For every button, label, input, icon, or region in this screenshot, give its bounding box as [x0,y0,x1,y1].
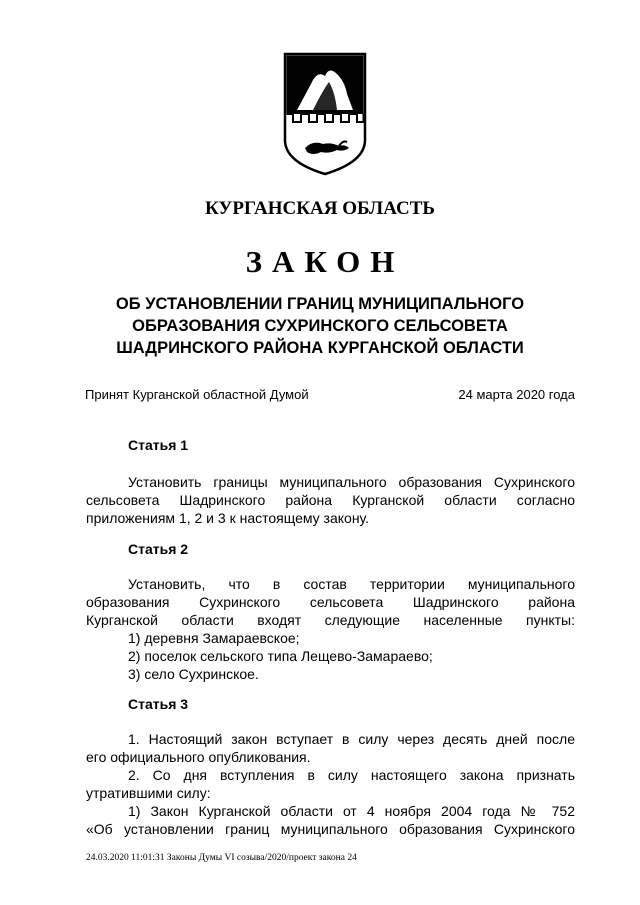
article-text-line: Установить границы муниципального образования Сухринского [128,474,575,490]
list-item: 3) село Сухринское. [128,666,259,682]
article-text-line: 1) Закон Курганской области от 4 ноября 2004 года № 752 [128,803,575,819]
title-line: ОБ УСТАНОВЛЕНИИ ГРАНИЦ МУНИЦИПАЛЬНОГО [115,295,525,313]
article-heading: Статья 2 [128,541,189,557]
article-text-line: сельсовета Шадринского района Курганской области согласно [86,492,575,508]
article-text-line: «Об установлении границ муниципального образования Сухринского [86,821,575,837]
document-type: ЗАКОН [245,244,405,279]
article-heading: Статья 3 [128,696,189,712]
list-item: 1) деревня Замараевское; [128,630,300,646]
adopted-date: 24 марта 2020 года [458,387,575,402]
list-item: 2) поселок сельского типа Лещево-Замараево; [128,648,433,664]
article-text-line: приложениям 1, 2 и 3 к настоящему закону. [86,510,370,526]
article-text-line: Установить, что в состав территории муниципального [128,576,575,592]
footer-path: 24.03.2020 11:01:31 Законы Думы VI созыва/2020/проект закона 24 [86,853,357,863]
title-line: ШАДРИНСКОГО РАЙОНА КУРГАНСКОЙ ОБЛАСТИ [116,339,524,357]
article-text-line: утратившими силу: [86,785,211,801]
article-text-line: образования Сухринского сельсовета Шадринского района [86,594,575,610]
coat-of-arms-emblem [283,52,367,176]
article-heading: Статья 1 [128,437,189,453]
article-text-line: 1. Настоящий закон вступает в силу через десять дней после [128,731,575,747]
document-title [60,293,580,359]
title-line: ОБРАЗОВАНИЯ СУХРИНСКОГО СЕЛЬСОВЕТА [132,317,508,335]
article-text-line: его официального опубликования. [86,749,311,765]
adopted-by: Принят Курганской областной Думой [85,387,309,402]
article-text-line: 2. Со дня вступления в силу настоящего закона признать [128,767,575,783]
region-name: КУРГАНСКАЯ ОБЛАСТЬ [205,198,435,219]
article-text-line: Курганской области входят следующие населенные пункты: [86,612,575,628]
